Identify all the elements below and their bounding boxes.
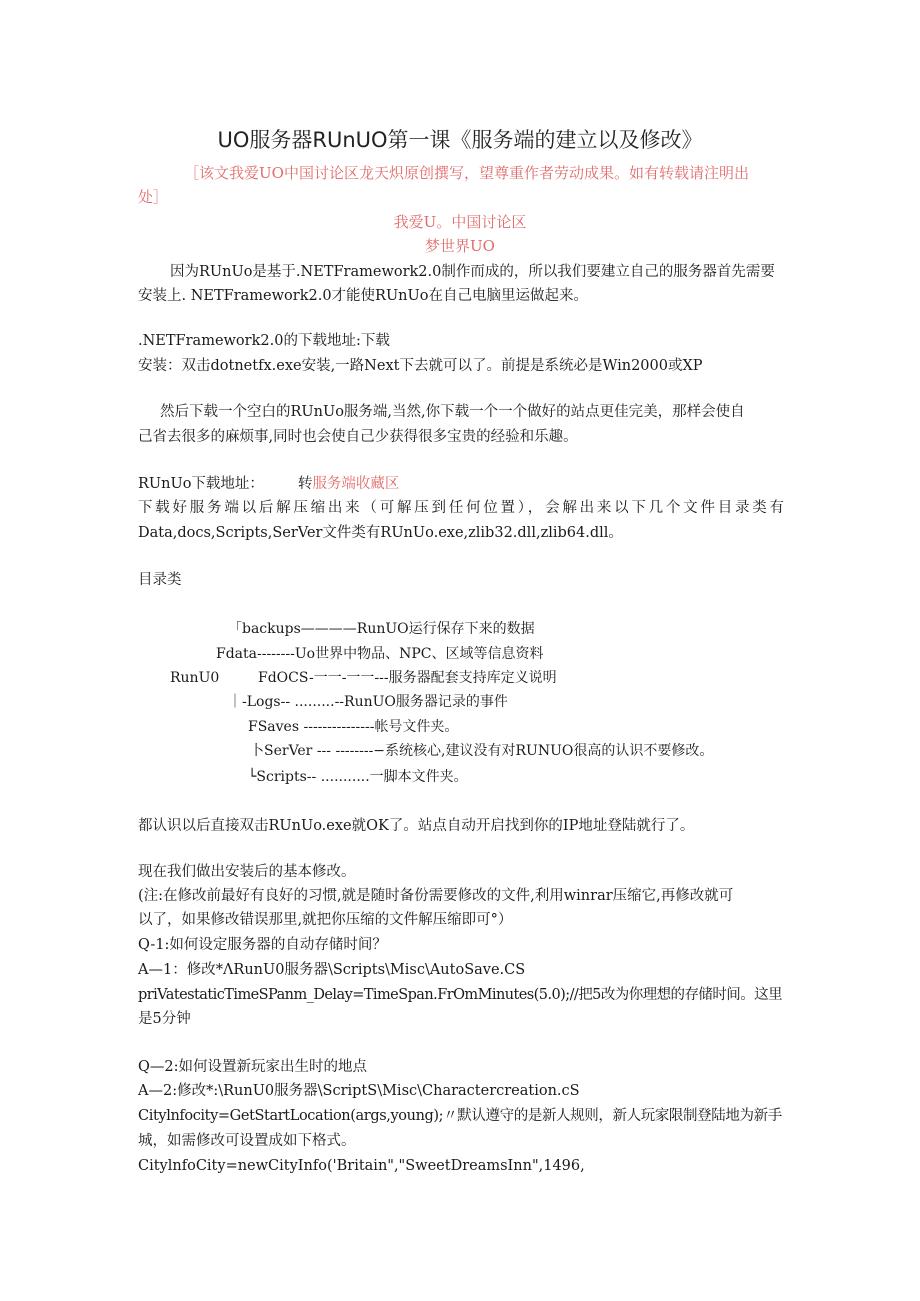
answer-1-path: A—1：修改*ΛRunU0服务器\Scripts\Misc\AutoSave.CS	[138, 962, 526, 978]
download-server-line1: 然后下载一个空白的RUnUo服务端,当然,你下载一个一个做好的站点更佳完美，那样会使自	[160, 404, 745, 420]
tree-scripts: └Scripts-- ...........一脚本文件夹。	[248, 769, 468, 785]
server-collection-link[interactable]: 服务端收藏区	[312, 476, 400, 492]
page-title: UO服务器RUnUO第一课《服务端的建立以及修改》	[217, 128, 703, 152]
unzip-paragraph-line2: Data,docs,Scripts,SerVer文件类有RUnUo.exe,zlib32.dll,zlib64.dll。	[138, 525, 623, 541]
answer-1-code-line2: 是5分钟	[138, 1011, 191, 1027]
tree-docs: FdOCS-一一-一一---服务器配套支持库定义说明	[258, 670, 557, 686]
tree-backups: 「backups————RunUO运行保存下来的数据	[228, 621, 535, 637]
intro-paragraph-line2: 安装上. NETFramework2.0才能使RUnUo在自己电脑里运做起来。	[138, 288, 588, 304]
answer-2-path: A—2:修改*:\RunU0服务器\ScriptS\Misc\Charactercreation.cS	[138, 1083, 580, 1099]
runuo-download-prefix: 转	[297, 476, 313, 492]
intro-paragraph-line1: 因为RUnUo是基于.NETFramework2.0制作而成的，所以我们要建立自己的服务器首先需要	[170, 264, 775, 280]
answer-2-code-line2: 城，如需修改可设置成如下格式。	[138, 1133, 356, 1149]
tree-server: 卜SerVer --- --------−系统核心,建议没有对RUNUO很高的认识不要修改。	[250, 743, 714, 759]
forum-name-line1: 我爱U。中国讨论区	[393, 213, 527, 231]
framework-download-line: .NETFramework2.0的下载地址:下载	[138, 333, 390, 349]
answer-2-code-line1: Citylnfocity=GetStartLocation(args,young);〃默认遵守的是新人规则，新人玩家限制登陆地为新手	[138, 1108, 782, 1124]
run-server-line: 都认识以后直接双击RUnUo.exe就OK了。站点自动开启找到你的IP地址登陆就行了。	[138, 818, 695, 834]
tree-saves: FSaves ---------------帐号文件夹。	[248, 719, 459, 735]
tree-root: RunU0	[170, 670, 220, 686]
question-2: Q—2:如何设置新玩家出生时的地点	[138, 1059, 367, 1075]
unzip-paragraph-line1: 下载好服务端以后解压缩出来（可解压到任何位置），会解出来以下几个文件目录类有	[138, 500, 784, 516]
install-instructions-line: 安装：双击dotnetfx.exe安装,一路Next下去就可以了。前提是系统必是Win2000或XP	[138, 358, 703, 374]
runuo-download-label: RUnUo下载地址：	[138, 476, 264, 492]
tree-data: Fdata--------Uo世界中物品、NPC、区域等信息资料	[216, 646, 544, 662]
directory-heading: 目录类	[138, 572, 182, 588]
answer-2-code-line3: CitylnfoCity=newCityInfo('Britain","SweetDreamsInn",1496,	[138, 1158, 585, 1174]
question-1: Q-1:如何设定服务器的自动存储时间？	[138, 937, 387, 953]
copyright-notice-line1: ［该文我爱UO中国讨论区龙天炽原创撰写，望尊重作者劳动成果。如有转载请注明出	[184, 164, 749, 182]
forum-name-line2: 梦世界UO	[425, 237, 495, 255]
backup-note-line1: (注:在修改前最好有良好的习惯,就是随时备份需要修改的文件,利用winrar压缩它,再修改就可	[138, 888, 734, 904]
backup-note-line2: 以了，如果修改错误那里,就把你压缩的文件解压缩即可°）	[138, 912, 513, 928]
tree-logs: ｜-Logs-- .........--RunUO服务器记录的事件	[228, 694, 508, 710]
modifications-intro: 现在我们做出安装后的基本修改。	[138, 864, 356, 880]
copyright-notice-line2: 处］	[138, 188, 169, 206]
runuo-download-row	[138, 474, 399, 494]
download-server-line2: 己省去很多的麻烦事,同时也会使自己少获得很多宝贵的经验和乐趣。	[138, 429, 578, 445]
answer-1-code-line1: priVatestaticTimeSPanm_Delay=TimeSpan.FrOmMinutes(5.0);//把5改为你理想的存储时间。这里	[138, 987, 783, 1003]
